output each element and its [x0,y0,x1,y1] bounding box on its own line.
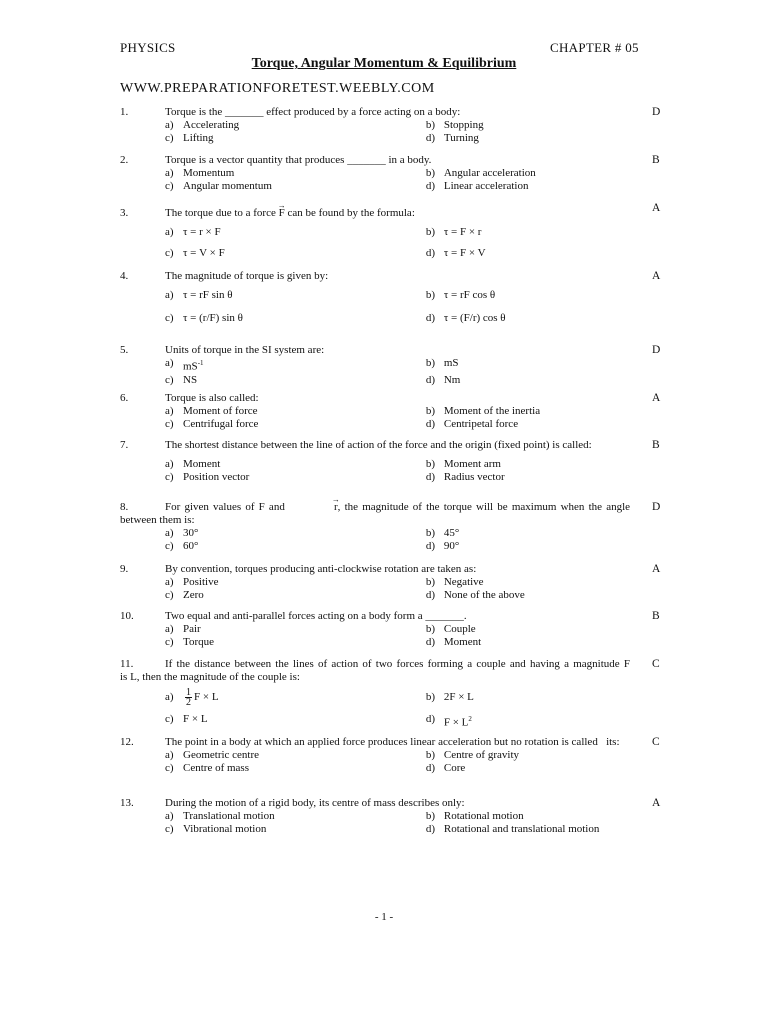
option-text: Positive [183,576,219,588]
question-number: 13. [120,797,134,809]
option-d: d) Nm [425,373,461,386]
option-c: c) Position vector [165,471,250,483]
option-text: 30° [183,527,199,539]
options [165,576,625,602]
option-text: Moment of the inertia [443,405,541,417]
option-a: a) Moment of force [165,405,258,417]
option-d: d) 90° [425,540,460,552]
option-b: b) τ = rF cos θ [425,289,496,301]
option-text: Translational motion [183,810,275,822]
option-text: Vibrational motion [183,823,267,835]
option-text: Core [443,762,466,774]
option-d: d) τ = F × V [425,247,486,259]
half-fraction: $\frac{1}{2}$ [186,687,191,708]
option-c: c) F × L [165,713,426,730]
option-b: b) Rotational motion [425,810,524,822]
question-text: Torque is a vector quantity that produces _______ in a body. [165,154,432,166]
option-text: Accelerating [183,119,240,131]
question-9 [120,563,660,602]
answer-key: C [652,736,660,748]
option-text: Nm [443,373,461,386]
question-text: Units of torque in the SI system are: [165,344,325,356]
options [165,357,625,387]
options [165,405,625,431]
option-text: Linear acceleration [443,180,529,192]
option-a: a) Translational motion [165,810,275,822]
option-b: b) 45° [425,527,460,539]
option-text: 2F × L [443,691,474,703]
option-d: d) None of the above [425,589,525,601]
option-c: c) Zero [165,589,204,601]
question-text: Two equal and anti-parallel forces acting on a body form a _______. [165,610,467,622]
question-4 [120,270,660,325]
option-d: d) $F \times L^2$ [425,713,472,729]
option-a: a) τ = r × F [165,226,221,238]
option-c: c) 60° [165,540,199,552]
option-c: c) Centre of mass [165,762,249,774]
option-text: Rotational motion [443,810,524,822]
option-a: a) $mS^{-1}$ [165,357,204,373]
option-a: a) Moment [165,458,221,470]
position-vector-symbol: → r [289,501,338,514]
answer-key: B [652,154,660,166]
question-number: 5. [120,344,129,356]
options [165,167,625,193]
question-6 [120,392,660,431]
option-text: Stopping [443,119,484,131]
question-number: 4. [120,270,129,282]
option-text: τ = rF sin θ [183,289,233,301]
answer-key: D [652,344,661,356]
option-d: d) Moment [425,636,482,648]
option-c: c) τ = V × F [165,247,225,259]
question-number: 10. [120,610,134,622]
answer-key: A [652,563,661,575]
question-number: 6. [120,392,129,404]
option-text: $mS^{-1}$ [183,359,204,373]
option-text: Zero [183,589,204,601]
option-text: τ = F × r [443,226,482,238]
page-number: - 1 - [374,911,394,923]
option-text: Geometric centre [183,749,260,761]
option-text: Angular momentum [183,180,272,192]
option-text: τ = (F/r) cos θ [443,312,506,324]
chapter-label: CHAPTER # 05 [550,40,639,55]
option-text: τ = r × F [183,226,221,238]
option-d: d) Centripetal force [425,418,519,430]
question-text: By convention, torques producing anti-clockwise rotation are taken as: [165,563,477,575]
option-d: d) Rotational and translational motion [425,823,600,835]
option-b: b) Negative [425,576,484,588]
option-text: 60° [183,540,199,552]
question-text: Torque is the _______ effect produced by a force acting on a body: [165,106,461,118]
question-number: 9. [120,563,129,575]
question-number: 2. [120,154,129,166]
question-11 [120,658,660,730]
option-b: b) Centre of gravity [425,749,520,761]
answer-key: A [652,392,661,404]
question-text: The point in a body at which an applied force produces linear acceleration but no rotation is called its: [165,736,620,748]
option-c: c) τ = (r/F) sin θ [165,312,243,324]
option-text: Centrifugal force [183,418,259,430]
option-d: d) Turning [425,132,479,144]
option-text: τ = (r/F) sin θ [183,312,243,324]
option-text: Position vector [183,471,250,483]
website-url: WWW.PREPARATIONFORETEST.WEEBLY.COM [120,81,435,96]
page-title: Torque, Angular Momentum & Equilibrium [251,56,517,71]
question-12 [120,736,660,775]
option-text: Radius vector [443,471,505,483]
option-text: Negative [443,576,484,588]
question-5 [120,344,660,387]
option-text: $F \times L^2$ [443,715,472,729]
option-d: d) Radius vector [425,471,505,483]
option-text: τ = F × V [443,247,486,259]
question-8 [120,501,660,553]
question-number: 7. [120,439,129,451]
question-3 [120,202,661,260]
question-text: During the motion of a rigid body, its centre of mass describes only: [165,797,465,809]
option-text: Momentum [183,167,235,179]
question-text: The shortest distance between the line of action of the force and the origin (fixed point) is called: [165,439,592,451]
question-2 [120,154,660,193]
options [165,226,625,260]
options [165,458,625,484]
answer-key: C [652,658,660,670]
option-text: Moment [443,636,482,648]
option-text: Couple [443,623,476,635]
option-a: a) Geometric centre [165,749,260,761]
question-text: The magnitude of torque is given by: [165,270,329,282]
question-text: Torque is also called: [165,392,259,404]
option-text: 45° [443,527,460,539]
options [165,119,625,145]
answer-key: B [652,439,660,451]
option-a: a) τ = rF sin θ [165,289,233,301]
answer-key: A [652,797,661,809]
option-text: Torque [183,636,214,648]
option-text: 90° [443,540,460,552]
question-13 [120,797,660,836]
option-text: Moment of force [183,405,258,417]
option-text: Moment [183,458,221,470]
option-c: c) Vibrational motion [165,823,267,835]
option-text: Lifting [183,132,214,144]
question-7 [120,439,660,484]
option-b: b) τ = F × r [425,226,482,238]
answer-key: D [652,501,661,513]
options [165,810,625,836]
answer-key: D [652,106,661,118]
option-text: NS [183,373,198,386]
options [165,623,625,649]
option-c: c) NS [165,373,198,386]
option-text: τ = V × F [183,247,225,259]
option-text: Pair [183,623,201,635]
option-d: d) τ = (F/r) cos θ [425,312,506,324]
option-text: Centre of gravity [443,749,520,761]
question-text: The torque due to a force → F can be found by the formula: [165,207,415,219]
option-a: a) Accelerating [165,119,240,131]
answer-key: B [652,610,660,622]
options [165,749,625,775]
question-number: 3. [120,207,129,219]
answer-key: A [652,270,661,282]
answer-key: A [652,202,661,214]
question-number: 8. [120,501,129,513]
option-b: b) Couple [425,623,476,635]
option-text: $\frac{1}{2}$ F × L [186,687,219,708]
option-text: Centre of mass [183,762,249,774]
option-text: Turning [443,132,479,144]
option-a: a) Pair [165,623,201,635]
option-c: c) Lifting [165,132,214,144]
option-text: Centripetal force [443,418,519,430]
question-number: 1. [120,106,129,118]
option-a: a) 30° [165,527,199,539]
option-text: None of the above [443,589,525,601]
question-10 [120,610,660,649]
option-text: Rotational and translational motion [443,823,600,835]
option-text: Moment arm [443,458,501,470]
option-d: d) Linear acceleration [425,180,529,192]
option-a: a) Positive [165,576,219,588]
option-b: b) Stopping [425,119,484,131]
option-b: b) Moment arm [425,458,501,470]
options [165,289,625,325]
option-d: d) Core [425,762,466,774]
question-number: 12. [120,736,134,748]
option-c: c) Angular momentum [165,180,272,192]
option-text: τ = rF cos θ [443,289,496,301]
question-1 [120,106,660,145]
option-b: b) mS [426,357,625,374]
option-b: b) 2F × L [425,691,474,703]
subject-label: PHYSICS [120,40,176,55]
option-c: c) Centrifugal force [165,418,259,430]
option-text: mS [443,357,459,369]
option-a: a) $\frac{1}{2}$ F × L [165,687,219,708]
option-b: b) Angular acceleration [425,167,536,179]
option-b: b) Moment of the inertia [425,405,541,417]
question-text: For given values of F and → r, the magnitude of the torque will be maximum when the angle between them is: [120,501,630,526]
force-vector-symbol: → F [279,207,285,220]
options [165,688,625,730]
options [165,527,625,553]
option-a: a) Momentum [165,167,235,179]
question-text: If the distance between the lines of action of two forces forming a couple and having a magnitude F is L, then the magnitude of the couple is: [120,658,652,683]
option-text: F × L [183,713,208,725]
option-c: c) Torque [165,636,214,648]
question-number: 11. [120,658,134,670]
option-text: Angular acceleration [443,167,536,179]
